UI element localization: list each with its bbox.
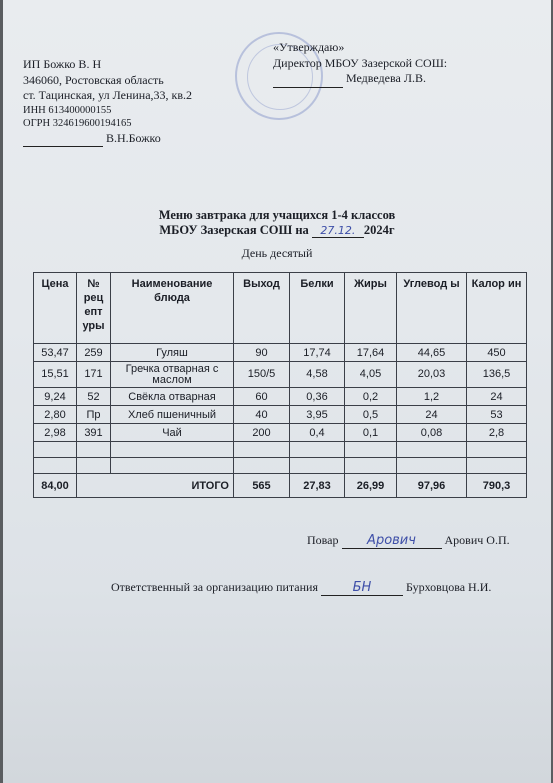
- table-cell: [77, 442, 111, 458]
- header-recipe: № рец епт уры: [77, 273, 111, 344]
- table-cell: 4,05: [345, 362, 397, 388]
- table-cell: [345, 458, 397, 474]
- table-row: [34, 424, 527, 442]
- table-cell: [290, 442, 345, 458]
- table-cell: [77, 458, 111, 474]
- cook-signature-handwritten: Арович: [342, 533, 442, 549]
- table-cell: 1,2: [397, 388, 467, 406]
- header-proteins: Белки: [290, 273, 345, 344]
- menu-table: [33, 272, 527, 498]
- table-header-row: [34, 273, 527, 344]
- table-cell: [290, 458, 345, 474]
- header-carbs: Углевод ы: [397, 273, 467, 344]
- approval-block: [273, 40, 447, 88]
- menu-subtitle-suffix: 2024г: [363, 223, 395, 237]
- cook-signature-line: [307, 533, 510, 549]
- approval-approve: «Утверждаю»: [273, 40, 345, 54]
- table-cell: [345, 442, 397, 458]
- table-cell: 90: [234, 344, 290, 362]
- approval-director: Директор МБОУ Зазерской СОШ:: [273, 55, 448, 70]
- total-yield: 565: [234, 474, 290, 498]
- supplier-name: ИП Божко В. Н: [23, 57, 102, 71]
- total-proteins: 27,83: [290, 474, 345, 498]
- supplier-signature-line: [23, 131, 192, 148]
- table-cell: 0,1: [345, 424, 397, 442]
- total-price: 84,00: [34, 474, 77, 498]
- table-row-empty: [34, 458, 527, 474]
- table-cell: Чай: [111, 424, 234, 442]
- table-cell: 40: [234, 406, 290, 424]
- table-cell: [467, 458, 527, 474]
- table-cell: 0,36: [290, 388, 345, 406]
- table-cell: 24: [397, 406, 467, 424]
- menu-subtitle-prefix: МБОУ Зазерская СОШ на: [159, 223, 309, 237]
- table-cell: [397, 442, 467, 458]
- supplier-address2: ст. Тацинская, ул Ленина,33, кв.2: [23, 88, 193, 102]
- approval-name: Медведева Л.В.: [346, 71, 426, 85]
- table-row: [34, 406, 527, 424]
- header-yield: Выход: [234, 273, 290, 344]
- table-cell: 136,5: [467, 362, 527, 388]
- approval-signature-line: [273, 71, 447, 88]
- menu-day: День десятый: [241, 246, 313, 260]
- table-cell: Гуляш: [111, 344, 234, 362]
- responsible-signature-line: [111, 580, 491, 596]
- table-row: [34, 344, 527, 362]
- table-cell: 0,4: [290, 424, 345, 442]
- table-cell: 24: [467, 388, 527, 406]
- cook-name: Арович О.П.: [444, 533, 510, 547]
- table-cell: 150/5: [234, 362, 290, 388]
- table-cell: 44,65: [397, 344, 467, 362]
- total-fats: 26,99: [345, 474, 397, 498]
- table-cell: [467, 442, 527, 458]
- table-cell: 450: [467, 344, 527, 362]
- document-page: [3, 0, 551, 783]
- table-cell: 2,98: [34, 424, 77, 442]
- table-cell: [234, 442, 290, 458]
- table-cell: 52: [77, 388, 111, 406]
- table-row-empty: [34, 442, 527, 458]
- table-cell: Пр: [77, 406, 111, 424]
- total-label: ИТОГО: [77, 474, 234, 498]
- responsible-signature-handwritten: БН: [321, 580, 403, 596]
- table-cell: 20,03: [397, 362, 467, 388]
- table-cell: [111, 458, 234, 474]
- supplier-signature-name: В.Н.Божко: [106, 130, 161, 145]
- table-cell: 17,64: [345, 344, 397, 362]
- total-carbs: 97,96: [397, 474, 467, 498]
- supplier-address1: 346060, Ростовская область: [23, 72, 164, 87]
- total-calories: 790,3: [467, 474, 527, 498]
- table-row: [34, 362, 527, 388]
- table-cell: 17,74: [290, 344, 345, 362]
- supplier-ogrn: ОГРН 324619600194165: [23, 117, 132, 129]
- table-cell: 0,08: [397, 424, 467, 442]
- supplier-inn: ИНН 613400000155: [23, 104, 112, 116]
- table-cell: 3,95: [290, 406, 345, 424]
- menu-date-handwritten: 27.12.: [312, 224, 364, 238]
- cook-label: Повар: [307, 533, 339, 547]
- table-cell: 60: [234, 388, 290, 406]
- table-cell: 0,2: [345, 388, 397, 406]
- table-cell: 2,8: [467, 424, 527, 442]
- table-cell: 4,58: [290, 362, 345, 388]
- table-cell: [111, 442, 234, 458]
- table-cell: [34, 458, 77, 474]
- table-cell: [397, 458, 467, 474]
- header-calories: Калор ин: [467, 273, 527, 344]
- table-cell: Свёкла отварная: [111, 388, 234, 406]
- responsible-label: Ответственный за организацию питания: [111, 580, 318, 594]
- responsible-name: Бурховцова Н.И.: [406, 580, 492, 594]
- table-total-row: [34, 474, 527, 498]
- table-cell: 259: [77, 344, 111, 362]
- table-cell: 53: [467, 406, 527, 424]
- header-price: Цена: [34, 273, 77, 344]
- header-fats: Жиры: [345, 273, 397, 344]
- menu-title: Меню завтрака для учащихся 1-4 классов: [158, 208, 396, 222]
- table-cell: 2,80: [34, 406, 77, 424]
- table-cell: 0,5: [345, 406, 397, 424]
- table-cell: Гречка отварная с маслом: [111, 362, 234, 388]
- table-cell: [234, 458, 290, 474]
- table-cell: 15,51: [34, 362, 77, 388]
- supplier-block: [23, 57, 192, 147]
- table-cell: 171: [77, 362, 111, 388]
- table-cell: [34, 442, 77, 458]
- table-cell: 53,47: [34, 344, 77, 362]
- menu-subtitle: [3, 223, 551, 238]
- table-cell: 9,24: [34, 388, 77, 406]
- header-dish: Наименование блюда: [111, 273, 234, 344]
- table-cell: 200: [234, 424, 290, 442]
- table-row: [34, 388, 527, 406]
- table-cell: 391: [77, 424, 111, 442]
- table-cell: Хлеб пшеничный: [111, 406, 234, 424]
